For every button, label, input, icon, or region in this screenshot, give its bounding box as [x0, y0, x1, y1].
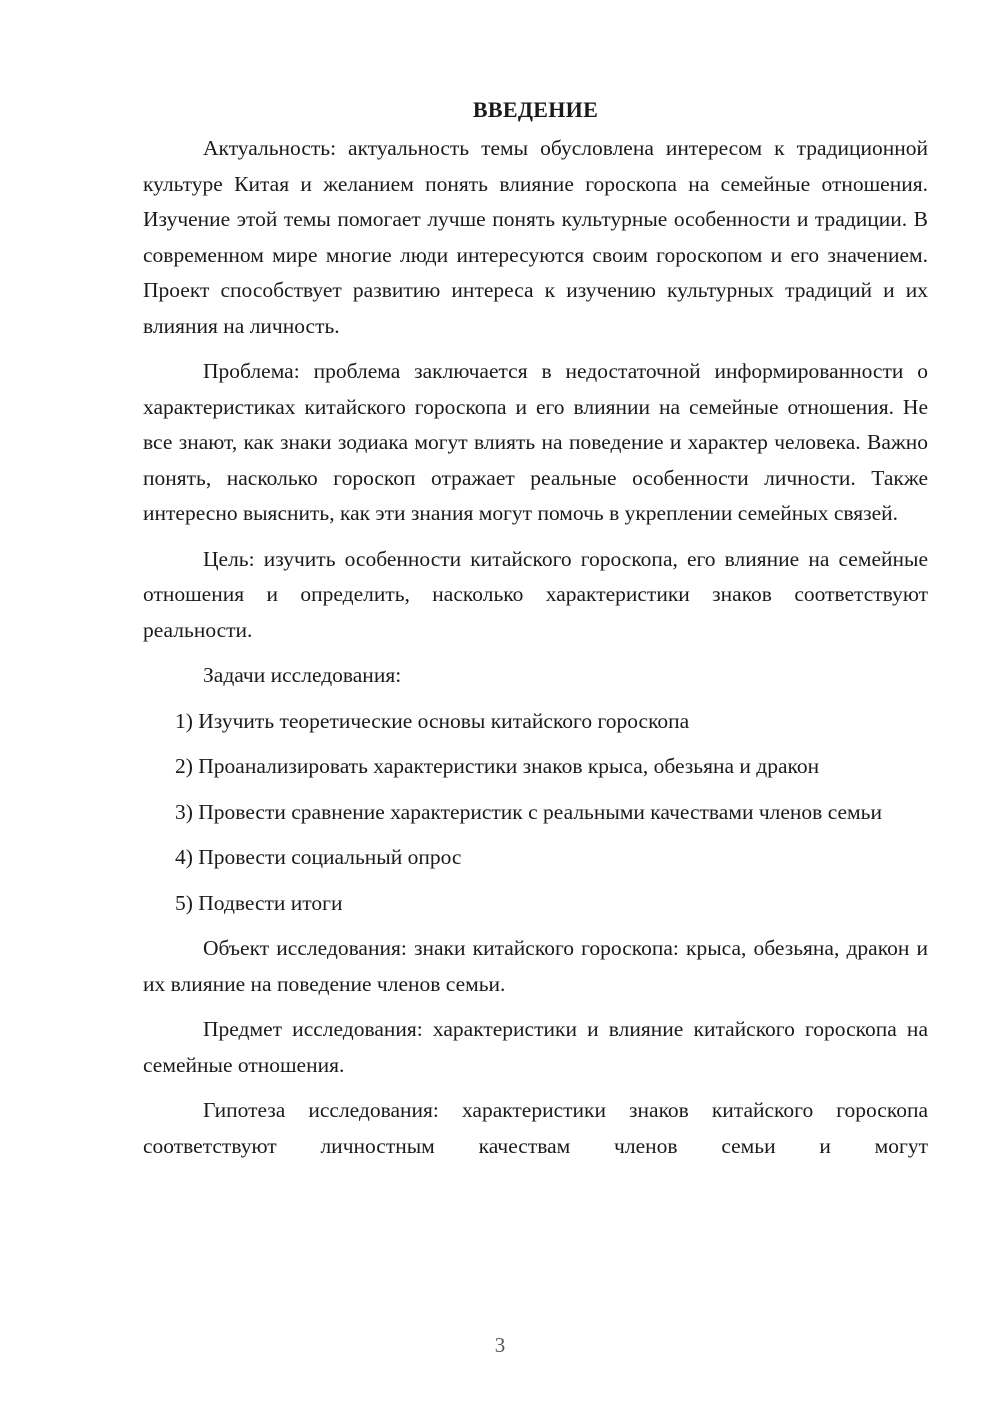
page-number: 3 [494, 1333, 506, 1357]
paragraph-subject: Предмет исследования: характеристики и влияние китайского гороскопа на семейные отношения. [143, 1017, 928, 1077]
paragraph-goal: Цель: изучить особенности китайского гороскопа, его влияние на семейные отношения и определить, насколько характеристики знаков соответствуют реальности. [143, 546, 928, 642]
paragraph-tasks-heading: Задачи исследования: [203, 663, 402, 687]
paragraph-relevance: Актуальность: актуальность темы обусловлена интересом к традиционной культуре Китая и желанием понять влияние гороскопа на семейные отношения. Изучение этой темы помогает лучше понять культурные особенности и традиции. В современном мире многие люди интересуются своим гороскопом и его значением. Проект способствует развитию интереса к изучению культурных традиций и их влияния на личность. [143, 136, 928, 338]
document-page [143, 92, 928, 1174]
task-item-1: 1) Изучить теоретические основы китайского гороскопа [175, 708, 690, 733]
paragraph-hypothesis: Гипотеза исследования: характеристики знаков китайского гороскопа соответствуют личностным качествам членов семьи и могут [143, 1098, 928, 1158]
task-item-2: 2) Проанализировать характеристики знаков крыса, обезьяна и дракон [175, 754, 820, 778]
task-item-4: 4) Провести социальный опрос [175, 845, 462, 869]
paragraph-problem: Проблема: проблема заключается в недостаточной информированности о характеристиках китайского гороскопа и его влиянии на семейные отношения. Не все знают, как знаки зодиака могут влиять на поведение и характер человека. Важно понять, насколько гороскоп отражает реальные особенности личности. Также интересно выяснить, как эти знания могут помочь в укреплении семейных связей. [143, 359, 928, 525]
page-title: ВВЕДЕНИЕ [472, 97, 599, 122]
task-item-5: 5) Подвести итоги [175, 890, 343, 915]
paragraph-object: Объект исследования: знаки китайского гороскопа: крыса, обезьяна, дракон и их влияние на поведение членов семьи. [143, 936, 928, 996]
task-item-3: 3) Провести сравнение характеристик с реальными качествами членов семьи [175, 799, 882, 824]
